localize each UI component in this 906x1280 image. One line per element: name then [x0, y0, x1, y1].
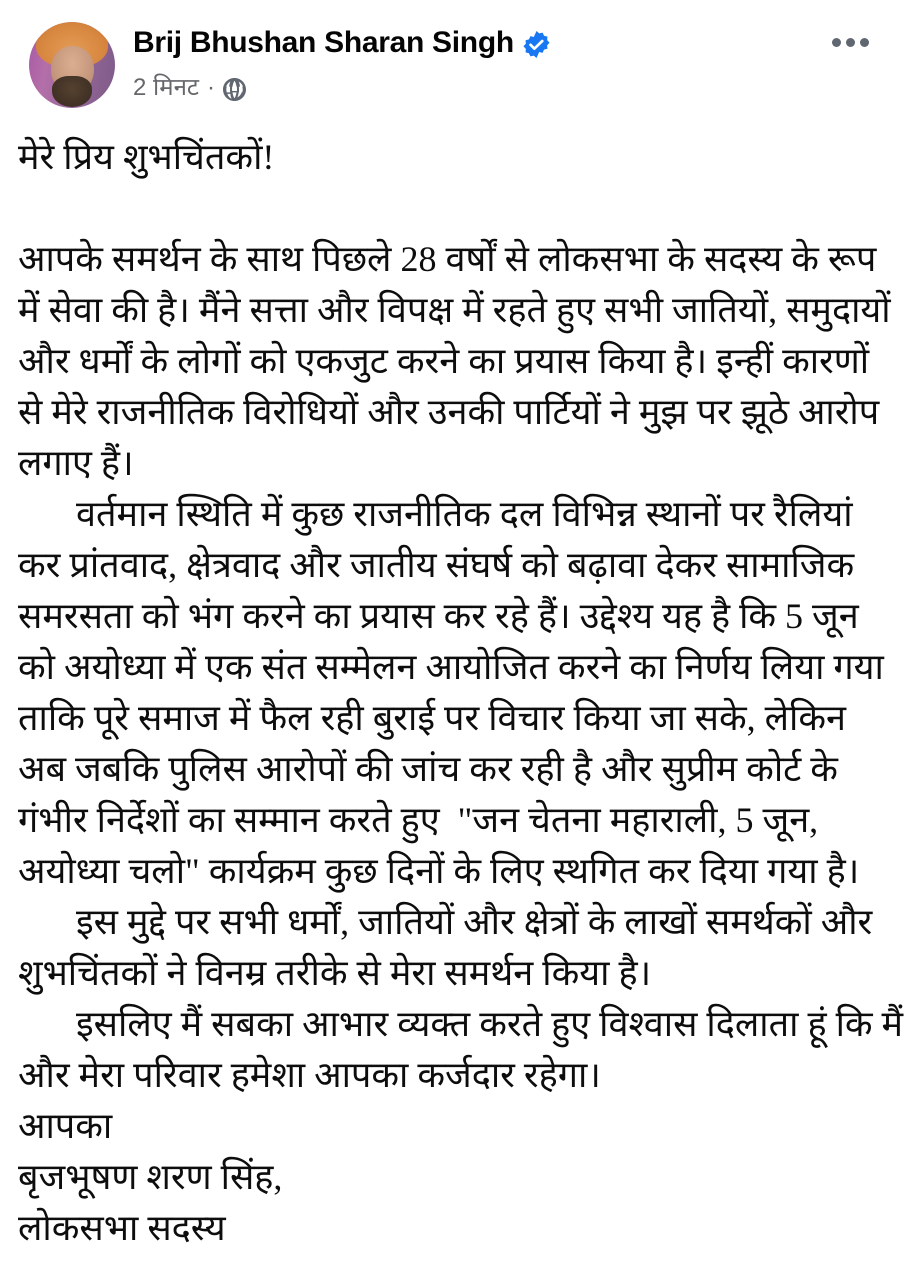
post-blank-line — [18, 183, 898, 234]
profile-name-link[interactable]: Brij Bhushan Sharan Singh — [133, 26, 514, 59]
post-text-line: कर प्रांतवाद, क्षेत्रवाद और जातीय संघर्ष को बढ़ावा देकर सामाजिक — [18, 545, 855, 585]
post-text-line: इस मुद्दे पर सभी धर्मों, जातियों और क्षेत्रों के लाखों समर्थकों और — [76, 902, 873, 942]
post-text-line: शुभचिंतकों ने विनम्र तरीके से मेरा समर्थन किया है। — [18, 953, 652, 993]
avatar-beard — [52, 76, 92, 107]
post-text-line: लोकसभा सदस्य — [18, 1208, 226, 1248]
post-text-line: लगाए हैं। — [18, 443, 134, 483]
verified-badge-icon — [523, 31, 550, 58]
post-text-line: में सेवा की है। मैंने सत्ता और विपक्ष में रहते हुए सभी जातियों, समुदायों — [18, 290, 891, 330]
post-header — [0, 0, 906, 112]
post-text-line: अब जबकि पुलिस आरोपों की जांच कर रही है और सुप्रीम कोर्ट के — [18, 749, 838, 789]
post-text-line: से मेरे राजनीतिक विरोधियों और उनकी पार्टियों ने मुझ पर झूठे आरोप — [18, 392, 880, 432]
post-text-line: इसलिए मैं सबका आभार व्यक्त करते हुए विश्वास दिलाता हूं कि मैं — [76, 1004, 904, 1044]
avatar[interactable] — [29, 22, 115, 108]
post-meta — [133, 72, 246, 104]
post-text-line: बृजभूषण शरण सिंह, — [18, 1157, 283, 1197]
post-text-line: और धर्मों के लोगों को एकजुट करने का प्रयास किया है। इन्हीं कारणों — [18, 341, 870, 381]
post-text-line: ताकि पूरे समाज में फैल रही बुराई पर विचार किया जा सके, लेकिन — [18, 698, 847, 738]
post-text-line: वर्तमान स्थिति में कुछ राजनीतिक दल विभिन्न स्थानों पर रैलियां — [76, 494, 853, 534]
post-text-line: अयोध्या चलो" कार्यक्रम कुछ दिनों के लिए स्थगित कर दिया गया है। — [18, 851, 860, 891]
post-text-line: को अयोध्या में एक संत सम्मेलन आयोजित करने का निर्णय लिया गया — [18, 647, 884, 687]
globe-public-icon — [223, 78, 246, 101]
meta-separator: · — [207, 74, 215, 101]
more-options-icon — [846, 38, 855, 47]
timestamp[interactable]: 2 मिनट — [133, 74, 199, 101]
post-text-line: समरसता को भंग करने का प्रयास कर रहे हैं। उद्देश्य यह है कि 5 जून — [18, 596, 859, 636]
post-text-line: आपका — [18, 1106, 113, 1146]
post-text-line: मेरे प्रिय शुभचिंतकों! — [18, 137, 275, 177]
name-row — [133, 26, 550, 60]
more-options-icon — [832, 38, 841, 47]
more-options-icon — [860, 38, 869, 47]
post-text-line: और मेरा परिवार हमेशा आपका कर्जदार रहेगा। — [18, 1055, 601, 1095]
post-text-line: आपके समर्थन के साथ पिछले 28 वर्षों से लोकसभा के सदस्य के रूप — [18, 239, 877, 279]
more-options-button[interactable] — [826, 22, 874, 62]
post-content — [0, 112, 906, 1254]
post-text-line: गंभीर निर्देशों का सम्मान करते हुए "जन चेतना महाराली, 5 जून, — [18, 800, 819, 840]
